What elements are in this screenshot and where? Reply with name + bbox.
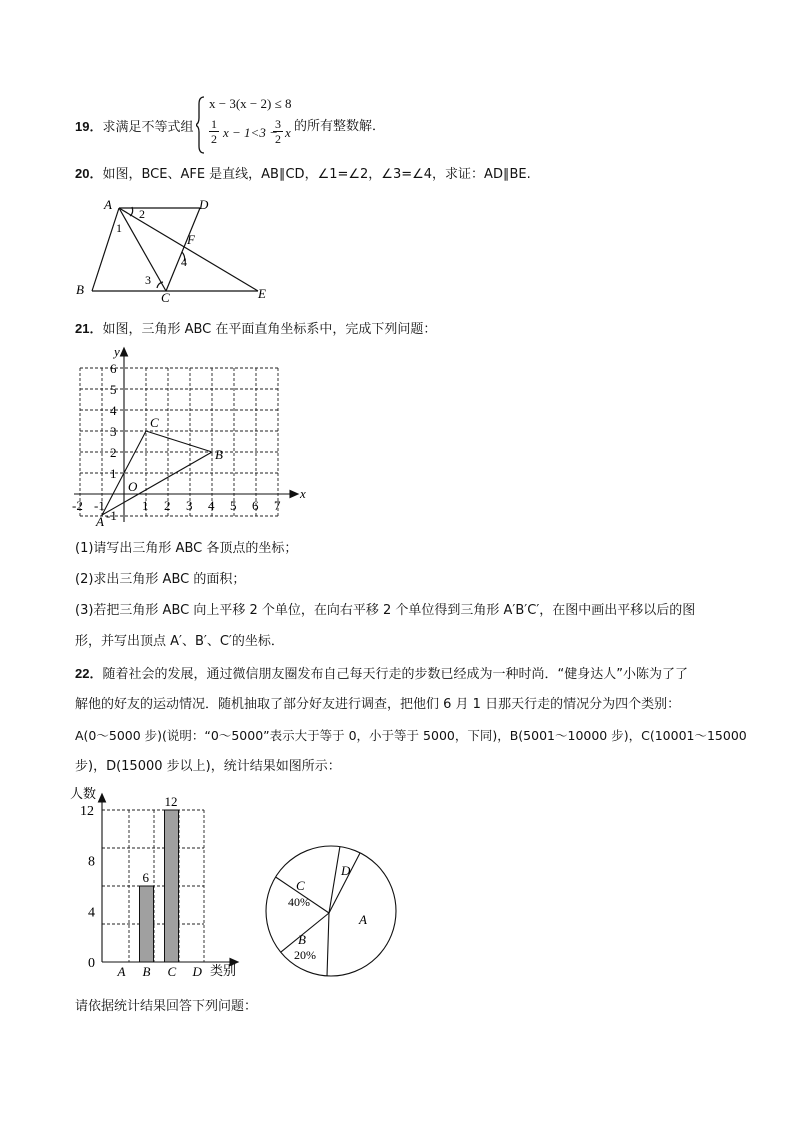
q19-brace: [196, 97, 204, 153]
q19-frac1: [209, 117, 219, 146]
point-label-B: B: [215, 447, 223, 462]
pie-label-C: C: [296, 878, 305, 893]
y-tick-5: 5: [110, 382, 117, 397]
bar-xlabel: 类别: [210, 963, 237, 978]
q21-sub2: (2)求出三角形 ABC 的面积；: [75, 572, 246, 587]
q19-number: 19．: [75, 119, 103, 134]
q22-line4: 步)，D(15000 步以上)，统计结果如图所示：: [75, 759, 341, 774]
bar-y-tick-0: 0: [88, 956, 95, 971]
bar-y-tick-8: 8: [88, 854, 95, 870]
x-tick--2: -2: [72, 498, 83, 513]
label-angle-2: 2: [139, 207, 145, 221]
q21-line: [75, 320, 436, 339]
pie-chart: [262, 842, 404, 984]
bar-data-label-B: 6: [142, 870, 149, 885]
q22-text-1: 随着社会的发展，通过微信朋友圈发布自己每天行走的步数已经成为一种时尚．“健身达人”小陈为了了: [102, 667, 688, 682]
label-A: A: [104, 197, 112, 212]
q19-line: [75, 118, 193, 137]
q21-text: 如图，三角形 ABC 在平面直角坐标系中，完成下列问题：: [102, 322, 437, 337]
pie-percent-B: 20%: [294, 948, 316, 962]
q19-suffix: 的所有整数解．: [294, 119, 386, 134]
q19-ineq2-x: x: [285, 125, 291, 140]
x-tick-6: 6: [252, 498, 259, 513]
bar-ylabel: 人数: [70, 786, 97, 801]
label-B: B: [76, 282, 84, 297]
x-axis-label: x: [300, 486, 306, 501]
x-tick-7: 7: [274, 498, 281, 513]
q19-prefix: 求满足不等式组: [102, 120, 194, 135]
x-tick--1: -1: [94, 498, 105, 513]
bar-y-tick-4: 4: [88, 905, 95, 921]
q22-line1: [75, 665, 688, 684]
point-label-C: C: [150, 415, 159, 430]
q21-sub3-line2: 形，并写出顶点 A′、B′、C′的坐标．: [75, 634, 284, 649]
label-F: F: [187, 232, 195, 247]
bar-data-label-C: 12: [164, 794, 178, 809]
x-tick-3: 3: [186, 498, 193, 513]
q20-number: 20．: [75, 166, 103, 181]
x-tick-5: 5: [230, 498, 237, 513]
pie-divider-3: [327, 913, 329, 976]
bar-chart: [66, 784, 252, 982]
y-tick--1: -1: [106, 508, 117, 523]
segment-AB: [92, 208, 119, 291]
y-tick-2: 2: [110, 445, 117, 460]
q20-text: 如图，BCE、AFE 是直线，AB∥CD，∠1=∠2，∠3=∠4，求证：AD∥BE.: [102, 167, 531, 182]
q21-sub3-line1: (3)若把三角形 ABC 向上平移 2 个单位，在向右平移 2 个单位得到三角形 A′B′C′，在图中画出平移以后的图: [75, 603, 696, 618]
label-angle-4: 4: [181, 255, 187, 269]
label-D: D: [199, 197, 209, 212]
q22-line3: A(0～5000 步)(说明：“0～5000”表示大于等于 0，小于等于 5000，下同)，B(5001～10000 步)，C(10001～15000: [75, 728, 747, 743]
x-tick-labels: [72, 498, 281, 513]
bar-category-D: D: [192, 964, 202, 979]
point-label-A: A: [96, 514, 104, 529]
q20-geometry-figure: [70, 195, 280, 305]
bar-C: [165, 810, 179, 962]
y-tick-6: 6: [110, 361, 117, 376]
x-tick-1: 1: [142, 498, 149, 513]
y-axis-label: y: [114, 344, 120, 359]
q22-number: 22．: [75, 666, 103, 681]
pie-outline: [266, 846, 396, 976]
q19-ineq1: x − 3(x − 2) ≤ 8: [209, 96, 292, 111]
q21-sub1: (1)请写出三角形 ABC 各顶点的坐标；: [75, 541, 298, 556]
q22-line2: 解他的好友的运动情况．随机抽取了部分好友进行调查，把他们 6 月 1 日那天行走的情况分为四个类别：: [75, 697, 681, 712]
y-tick-1: 1: [110, 466, 117, 481]
x-tick-4: 4: [208, 498, 215, 513]
bar-B: [140, 886, 154, 962]
y-tick-labels: [106, 361, 117, 523]
origin-label: O: [128, 479, 138, 494]
label-angle-1: 1: [116, 221, 122, 235]
y-tick-3: 3: [110, 424, 117, 439]
q22-footer: 请依据统计结果回答下列问题：: [75, 999, 258, 1014]
x-axis-arrow: [290, 491, 298, 498]
label-angle-3: 3: [145, 273, 151, 287]
q19-ineq2-mid: x − 1<3 −: [223, 125, 278, 140]
q21-coordinate-plane: [66, 344, 316, 529]
bar-y-axis-arrow: [99, 794, 106, 802]
q19-frac2-num: 3: [275, 117, 281, 131]
label-E: E: [258, 286, 266, 301]
q19-frac1-den: 2: [211, 132, 217, 146]
pie-label-A: A: [359, 912, 367, 927]
bar-category-B: B: [142, 964, 151, 979]
bar-category-A: A: [117, 964, 126, 979]
pie-label-B: B: [298, 932, 306, 947]
bar-y-tick-12: 12: [80, 804, 94, 819]
q21-number: 21．: [75, 321, 103, 336]
q19-frac2: [273, 117, 283, 146]
segment-DC: [166, 208, 200, 291]
bar-category-C: C: [167, 964, 177, 979]
q20-line: [75, 165, 531, 184]
x-tick-2: 2: [164, 498, 171, 513]
q19-frac1-num: 1: [211, 117, 217, 131]
label-C: C: [161, 290, 170, 305]
pie-percent-C: 40%: [288, 895, 310, 909]
pie-label-D: D: [341, 863, 351, 878]
q19-frac2-den: 2: [275, 132, 281, 146]
y-axis-arrow: [121, 348, 128, 356]
y-tick-4: 4: [110, 403, 117, 418]
